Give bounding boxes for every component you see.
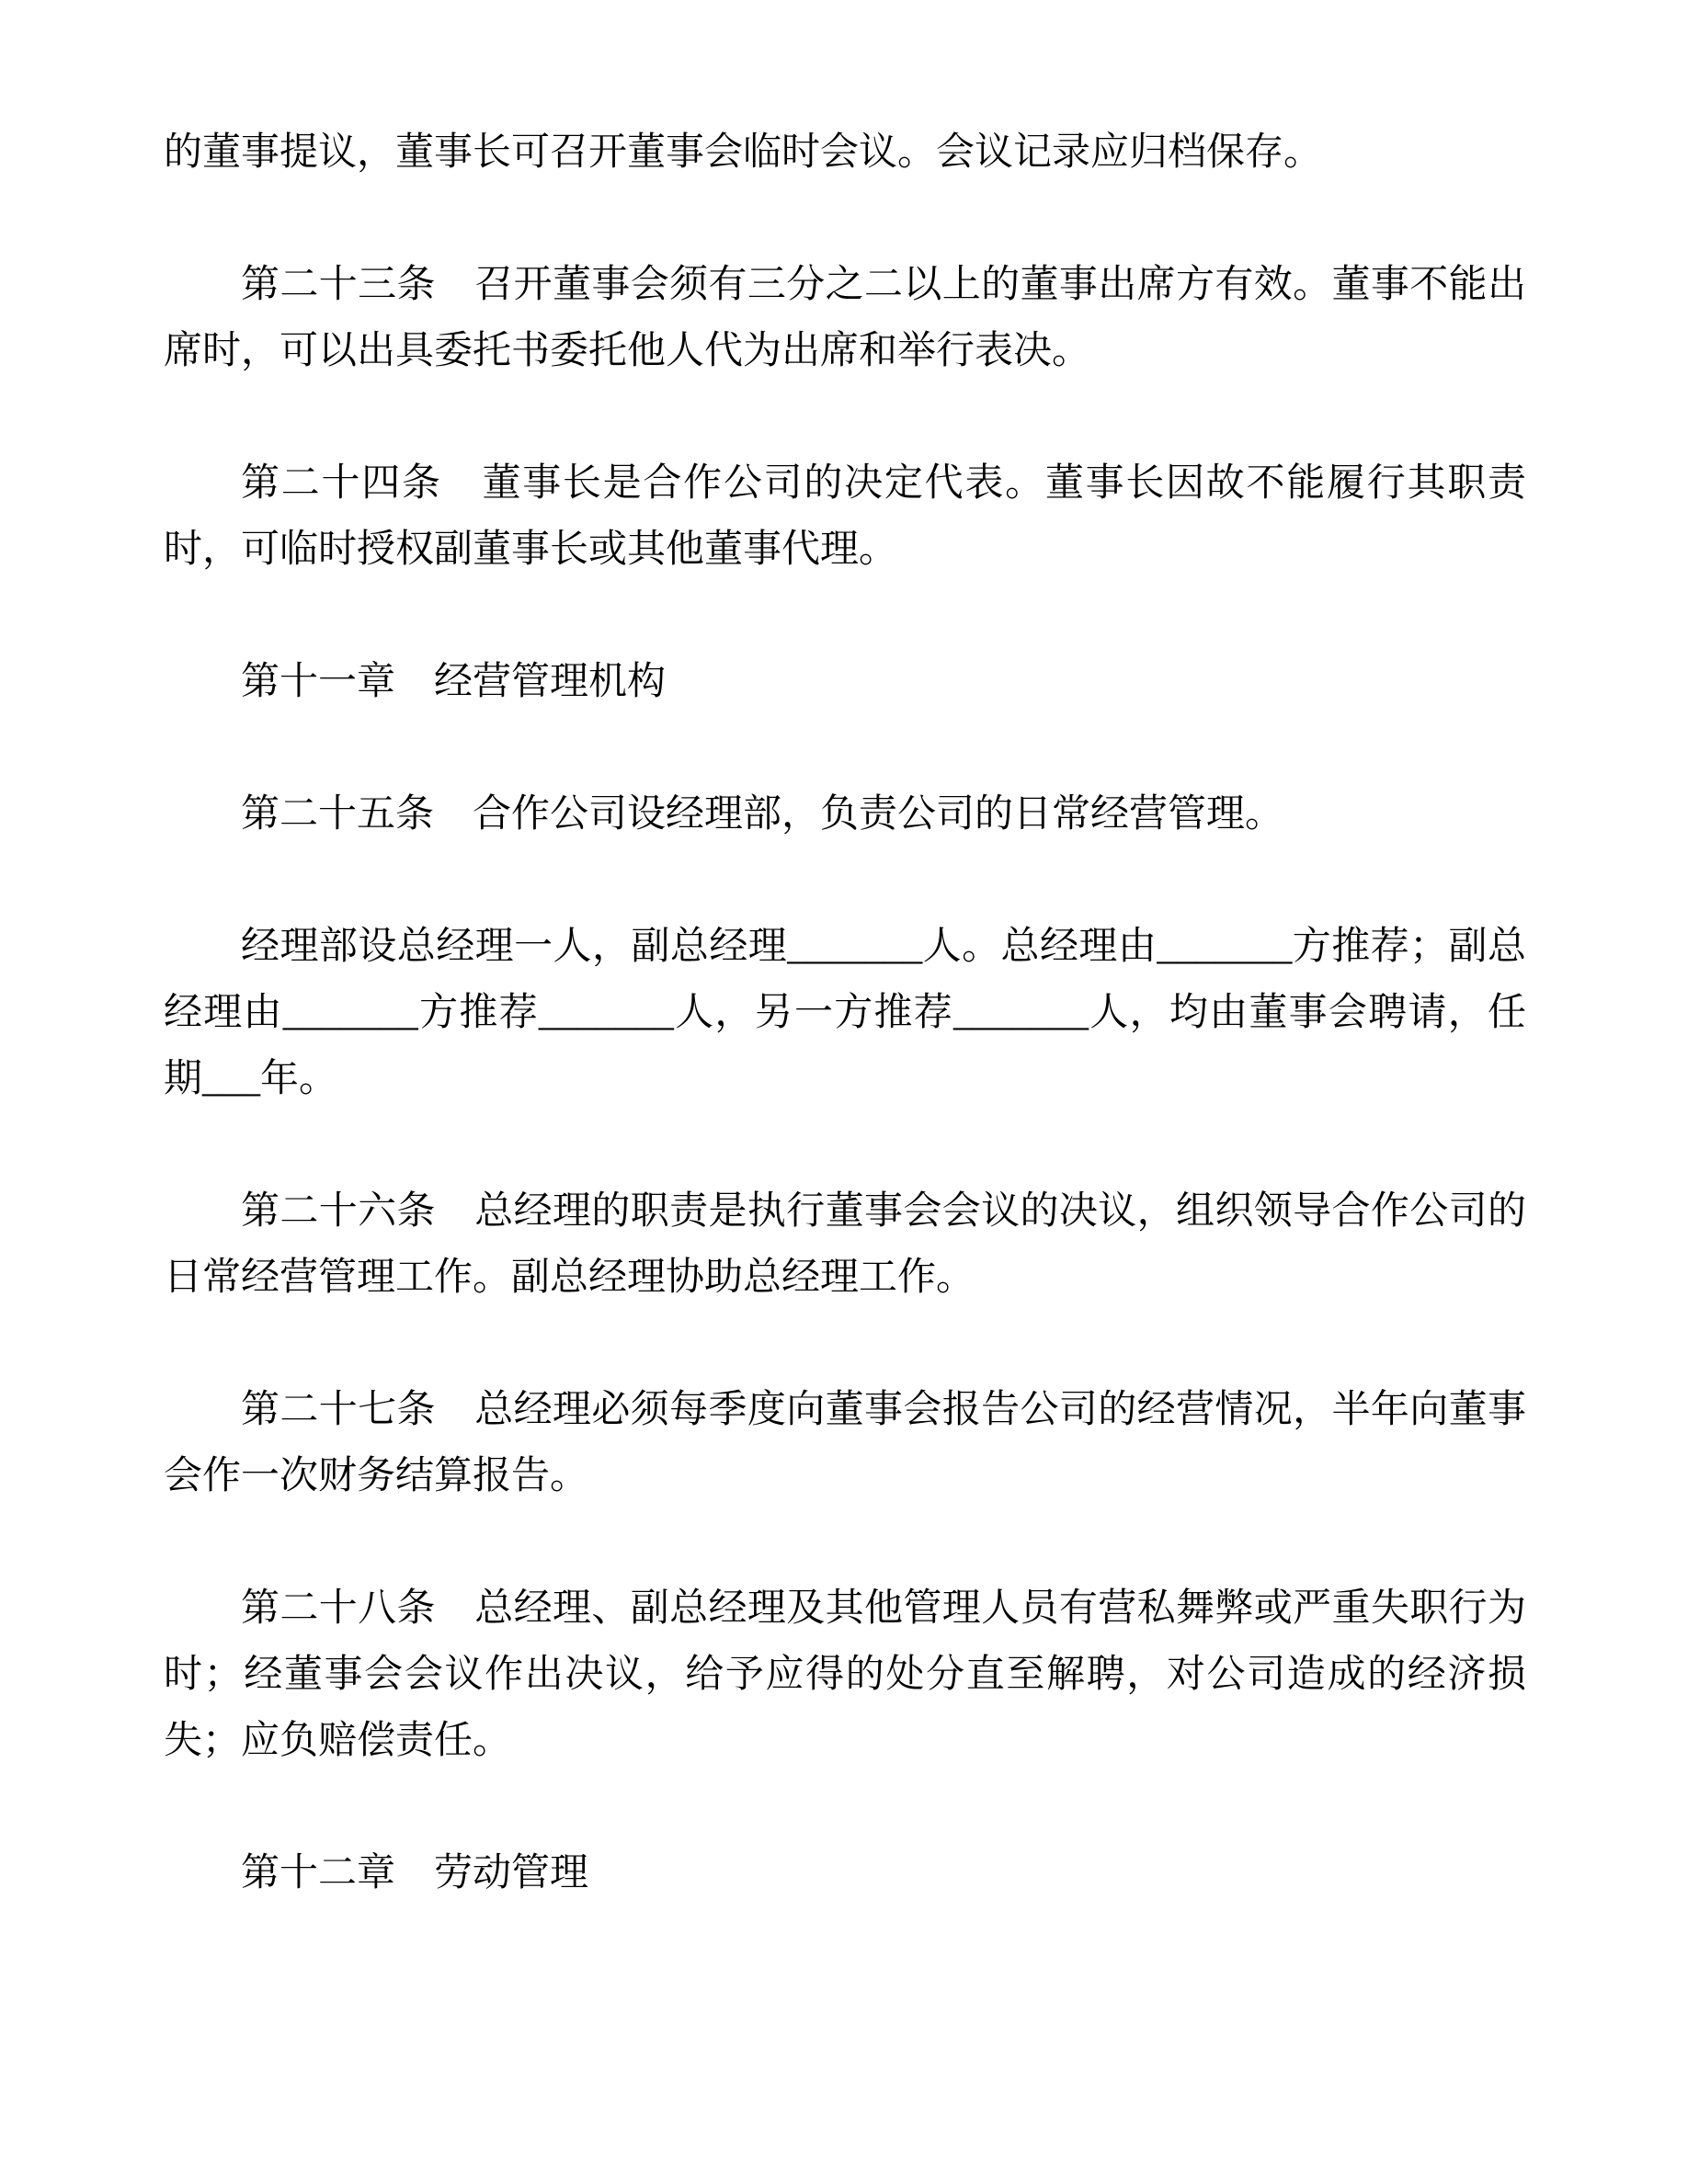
paragraph-article-28: 第二十八条 总经理、副总经理及其他管理人员有营私舞弊或严重失职行为时；经董事会会议作出决议，给予应得的处分直至解聘，对公司造成的经济损失；应负赔偿责任。: [164, 1587, 1526, 1762]
paragraph-article-26: 第二十六条 总经理的职责是执行董事会会议的决议，组织领导合作公司的日常经营管理工作。副总经理协助总经理工作。: [164, 1190, 1526, 1299]
paragraph-article-23: 第二十三条 召开董事会须有三分之二以上的董事出席方有效。董事不能出席时，可以出具委托书委托他人代为出席和举行表决。: [164, 264, 1526, 372]
paragraph-article-27: 第二十七条 总经理必须每季度向董事会报告公司的经营情况，半年向董事会作一次财务结算报告。: [164, 1389, 1526, 1497]
chapter-heading-11: 第十一章 经营管理机构: [241, 661, 667, 703]
chapter-heading-12: 第十二章 劳动管理: [241, 1852, 589, 1894]
paragraph-manager-composition: 经理部设总经理一人，副总经理_______人。总经理由_______方推荐；副总经理由_______方推荐_______人，另一方推荐_______人，均由董事会聘请，任期___年。: [164, 926, 1526, 1100]
paragraph-continuation: 的董事提议，董事长可召开董事会临时会议。会议记录应归档保存。: [164, 131, 1323, 174]
paragraph-article-25: 第二十五条 合作公司设经理部，负责公司的日常经营管理。: [241, 793, 1284, 836]
paragraph-article-24: 第二十四条 董事长是合作公司的决定代表。董事长因故不能履行其职责时，可临时授权副董事长或其他董事代理。: [164, 462, 1526, 571]
